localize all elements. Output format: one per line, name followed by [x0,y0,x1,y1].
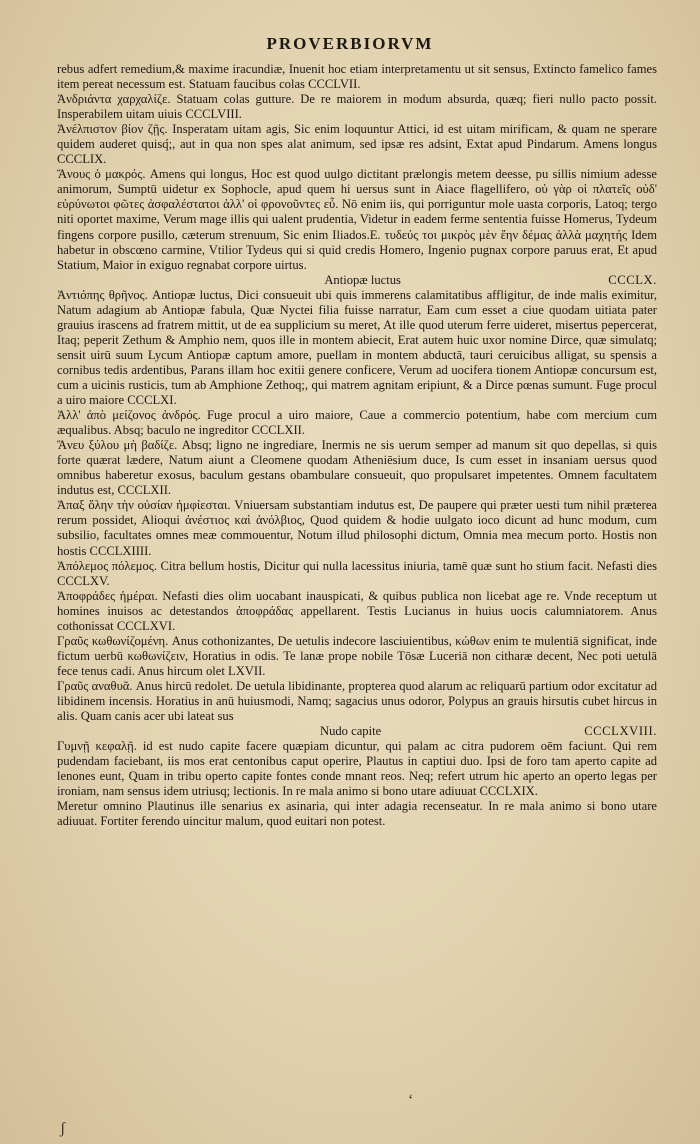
adage-heading-title: Antiopæ luctus [324,272,401,287]
text-block-11: Ἀποφράδες ἡμέραι. Nefasti dies olim uocabant inauspicati, & quibus publica non licebat age re. Vnde receptum ut homines inuisos ac detestandos ἀποφράδας appellarent. Testis Lucianus in huius uocis calumniatorem. Anus cothonissat CCCLXVI. [57,588,657,633]
text-block-2: Ἀνδριάντα χαρχαλίζε. Statuam colas gutture. De re maiorem in modum absurda, quæq; fieri nullo pacto possit. Insperabilem uitam uiuis CCCLVIII. [57,92,657,122]
page-mark: ʃ [60,1120,66,1137]
text-block-3: Ἀνέλπιστον βίον ζῇς. Insperatam uitam agis, Sic enim loquuntur Attici, id est uitam mirificam, & quam ne sperare quidem auderet quisq́;, aut in qua non spes alat animum, sed ipsæ res adsint, Extat apud Pindarum. Amens longus CCCLIX. [57,122,657,167]
text-block-9: Ἀπαξ ὅλην τὴν οὐσίαν ἠμφίεσται. Vniuersam substantiam indutus est, De paupere qui præter uesti tum nihil præterea rerum possidet, Alioqui ἀνέστιος καὶ ἀνόλβιος, Quod quidem & hodie uulgato ioco dicunt ad hunc modum, cum subsilio, facultates omnes meæ commouentur, Notum illud philosophi dictum, Omnia mea mecum porto. Hostis non hostis CCCLXIIII. [57,498,657,558]
text-block-16: Meretur omnino Plautinus ille senarius ex asinaria, qui inter adagia recenseatur. In re mala animo si bono utare adiuuat. Fortiter ferendo uincitur malum, quod euitari non potest. [57,799,657,829]
page-mark: ʻ [408,1092,414,1109]
text-block-4: Ἄνους ὁ μακρός. Amens qui longus, Hoc est quod uulgo dictitant prælongis metem deesse, pu sillis nimium adesse animorum, Sumptū uidetur ex Sophocle, apud quem hi uersus sunt in Aiace flagellifero, οὐ γὰρ οἱ πλατεῖς οὐδ' εὐρύνωτοι φῶτες ἀσφαλέστατοι ἀλλ' οἱ φρονοῦντες εὖ. Nō enim iis, qui porriguntur mole uasta corporis, Latoq; tergo niti oportet maxime, Verum mage illis qui ualent prudentia, Videtur in eadem ferme sententia fuisse Homerus, Tydeum fingens corpore pusillo, cæterum strenuum, Sic enim Iliados.E. τυδεύς τοι μικρὸς μὲν ἔην δέμας ἀλλὰ μαχητής Idem habetur in obscœno carmine, Vtilior Tydeus qui si quid credis Homero, Ingenio pugnax corpore paruus erat, Et apud Statium, Maior in exiguo regnabat corpore uirtus. [57,167,657,272]
text-block-13: Γραῦς αναθυᾶ. Anus hircū redolet. De uetula libidinante, propterea quod alarum ac reliquarū partium odor excitatur ad libidinem incensis. Horatius in anū huiusmodi, Namq; sagacius unus odoror, Polypus an grauis hirsutis cubet hircus in alis. Quam canis acer ubi lateat sus [57,678,657,724]
text-block-12: Γραῦς κωθωνίζομένη. Anus cothonizantes, De uetulis indecore lasciuientibus, κώθων enim te mulentiā significat, inde fictum uerbū κωθωνίζειν, Horatius in odis. Te lanæ prope nobile Tōsæ Luceriā non citharæ decent, Nec poti uetulā fece tenus cadi. Anus hircum olet LXVII. [57,633,657,678]
adage-heading [57,724,657,739]
adage-heading-number: CCCLXVIII. [584,724,657,739]
text-block-1: rebus adfert remedium,& maxime iracundiæ, Inuenit hoc etiam interpretamentu ut sit sensus, Extincto famelico fames item pereat necessum est. Statuam faucibus colas CCCLVII. [57,62,657,92]
adage-heading-number: CCCLX. [608,272,657,287]
text-block-8: Ἄνευ ξύλου μὴ βαδίζε. Absq; ligno ne ingrediare, Inermis ne sis uerum semper ad manum sit quo depellas, si quis forte quærat lædere, Natum aiunt a Cleomene quodam Atheniēsium duce, Is cum esset in insaniam uersus quod omnibus haberetur exosus, baculum gestans obambulare consueuit, quo propulsaret impetentes. Omnem facultatem indutus est, CCCLXII. [57,438,657,498]
running-head: PROVERBIORVM [266,34,434,53]
adage-heading [57,273,657,288]
body-text [57,62,657,829]
text-block-15: Γυμνῇ κεφαλῇ. id est nudo capite facere quæpiam dicuntur, qui palam ac citra pudorem oēm faciunt. Qui rem pudendam faciebant, iis mos erat centonibus caput operire, Plautus in captiui duo. Ipsi de foro tam aperto capite ad lenones eunt, Quam in tribu operto capite fontes conde mnant reos. Neq; refert utrum hic aperto an operto legas per ironiam, nam sensus idem utriusq; lectionis. In re mala animo si bono utare adiuuat CCCLXIX. [57,739,657,799]
text-block-10: Ἀπόλεμος πόλεμος. Citra bellum hostis, Dicitur qui nulla lacessitus iniuria, tamē quæ sunt ho stium facit. Nefasti dies CCCLXV. [57,558,657,588]
text-block-7: Ἀλλ' ἀπὸ μείζονος ἀνδρός. Fuge procul a uiro maiore, Caue a commercio potentium, habe com mercium cum æqualibus. Absq; baculo ne ingreditor CCCLXII. [57,408,657,438]
text-block-6: Ἀντιόπης θρῆνος. Antiopæ luctus, Dici consueuit ubi quis immerens calamitatibus affligitur, de inde malis eximitur, Natum adagium ab Antiopæ fabula, Quæ Nyctei filia fuisse narratur, Eam cum esset a ciue quodam uitiata pater grauius irascens ad fratrem mittit, ut de ea supplicium su meret, At ille quod uterum ferre uideret, misertus pepercerat, Itaq; peperit Zethum & Amphio nem, quos ille in montem abiecit, Erat autem huic uxor nomine Dirce, quæ simulatq; sensit uirū suum Lycum Antiopæ captum amore, puellam in montem abductā, tauri ceruicibus alligat, su spensis a cornibus tedis ardentibus, Parans illam hoc exitii genere conficere, Verum ad uocifera tionem Antiopæ concursum est, cum a uicinis rusticis, tum ab Amphione Zethoq;, qui matrem agnitam eripiunt, & a Dirce pœnas sumunt. Fuge procul a uiro maiore CCCLXI. [57,287,657,408]
adage-heading-title: Nudo capite [319,724,382,739]
